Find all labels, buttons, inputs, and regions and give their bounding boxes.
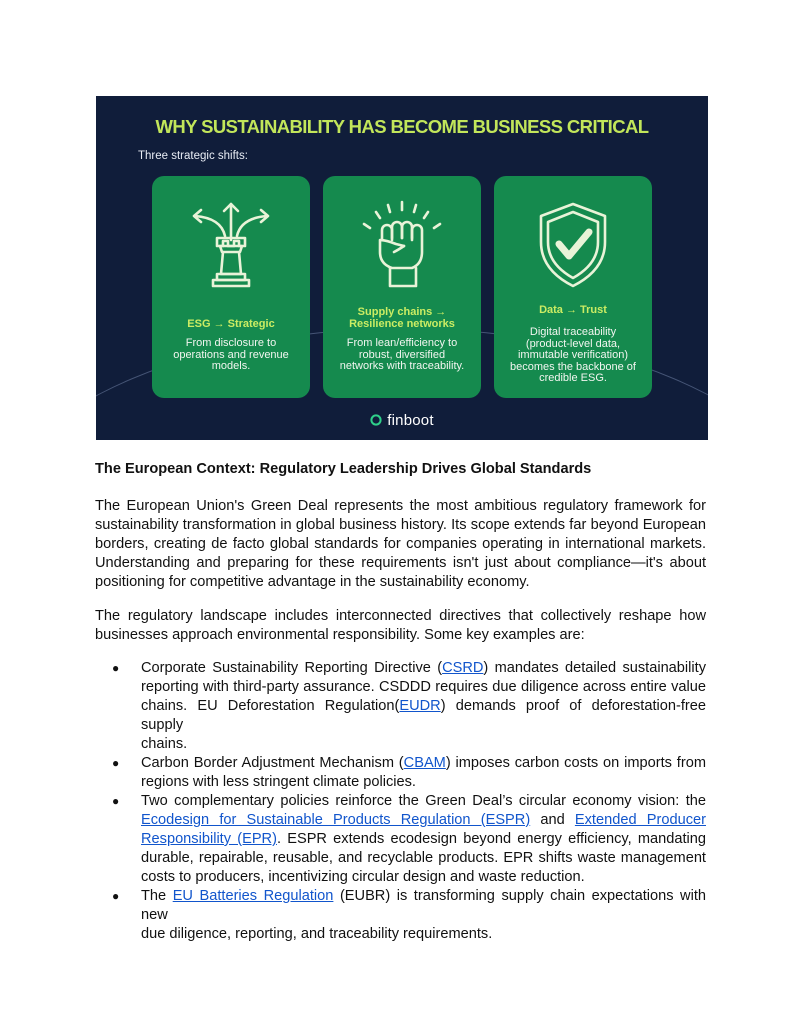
raised-fist-icon: [352, 196, 452, 296]
list-item: ● Two complementary policies reinforce the Green Deal’s circular economy vision: the Ecodesign for Sustainable Products Regulation (ESPR) and Extended Producer Responsibility (EPR). ESPR extends ecodesign beyond energy efficiency, mandating durable, repairable, reusable, and recyclable products. EPR shifts waste management costs to producers, incentivizing circular design and waste reduction.: [112, 793, 706, 885]
bullet-dot: ●: [112, 756, 120, 770]
section-heading: The European Context: Regulatory Leadership Drives Global Standards: [95, 461, 592, 477]
list-item: ● Carbon Border Adjustment Mechanism (CBAM) imposes carbon costs on imports from regions with less stringent climate policies.: [112, 755, 706, 790]
card-description: From lean/efficiency to robust, diversified networks with traceability.: [339, 337, 465, 372]
card-esg-strategic: [152, 176, 310, 398]
espr-link[interactable]: Ecodesign for Sustainable Products Regulation (ESPR): [141, 812, 531, 828]
bullet-dot: ●: [112, 889, 120, 903]
banner-subtitle: Three strategic shifts:: [138, 150, 248, 162]
epr-link[interactable]: Extended Producer: [574, 812, 706, 828]
bullet-dot: ●: [112, 661, 120, 675]
cbam-link[interactable]: CBAM: [403, 755, 446, 771]
brand-logo: [96, 412, 708, 429]
card-title: Supply chains → Resilience networks: [349, 306, 455, 330]
paragraph-regulatory-landscape: The regulatory landscape includes interconnected directives that collectively reshape how businesses approach environmental responsibility. Some key examples are:: [95, 608, 706, 643]
brand-name: finboot: [387, 412, 434, 429]
csrd-link[interactable]: CSRD: [442, 660, 484, 676]
card-description: Digital traceability (product-level data, immutable verification) becomes the backbone of credible ESG.: [510, 326, 636, 384]
banner-title: WHY SUSTAINABILITY HAS BECOME BUSINESS CRITICAL: [155, 116, 649, 137]
regulation-bullet-list: [95, 659, 706, 944]
card-title: ESG → Strategic: [187, 318, 275, 330]
card-data-trust: [494, 176, 652, 398]
infographic-banner: [96, 96, 708, 440]
paragraph-green-deal: The European Union's Green Deal represents the most ambitious regulatory framework for sustainability transformation in global business history. Its scope extends far beyond European borders, creating de facto global standards for companies operating in international markets. Understanding and preparing for these requirements isn't just about compliance—it's about positioning for competitive advantage in the sustainability economy.: [95, 498, 706, 590]
bullet-dot: ●: [112, 794, 120, 808]
eu-batteries-regulation-link[interactable]: EU Batteries Regulation: [172, 888, 334, 904]
shield-check-icon: [523, 196, 623, 296]
chess-rook-arrows-icon: [181, 196, 281, 296]
epr-link-continued[interactable]: Responsibility (EPR): [141, 831, 277, 847]
card-title: Data → Trust: [539, 304, 607, 316]
finboot-logo-icon: [370, 414, 382, 426]
list-item: ● The EU Batteries Regulation (EUBR) is transforming supply chain expectations with new due diligence, reporting, and traceability requirements.: [112, 888, 707, 942]
card-supply-chains: [323, 176, 481, 398]
card-description: From disclosure to operations and revenue models.: [173, 337, 289, 372]
list-item: ● Corporate Sustainability Reporting Directive (CSRD) mandates detailed sustainability reporting with third-party assurance. CSDDD requires due diligence across entire value chains. EU Deforestation Regulation(EUDR) demands proof of deforestation-free supply chains.: [112, 660, 706, 752]
eudr-link[interactable]: EUDR: [399, 698, 441, 714]
